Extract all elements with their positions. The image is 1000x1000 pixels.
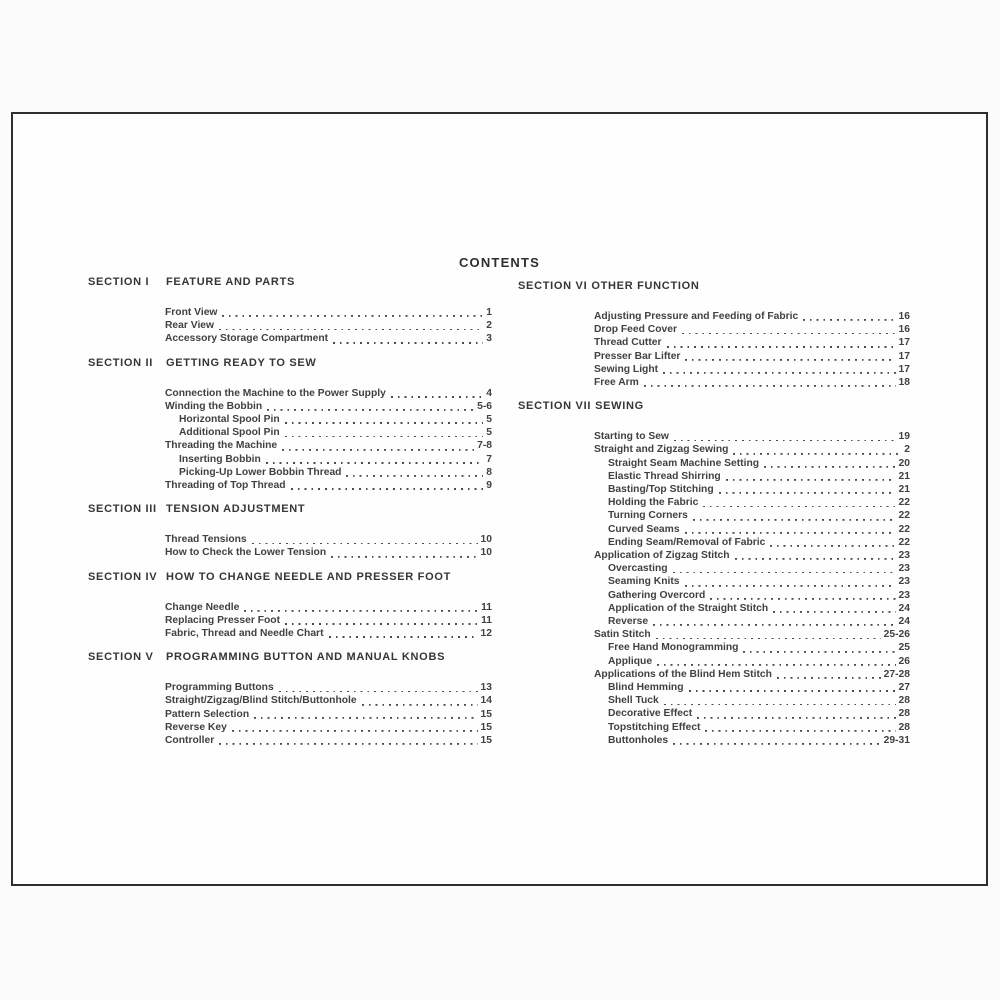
toc-entry (594, 707, 910, 720)
dot-leader (222, 315, 483, 317)
toc-entry (594, 470, 910, 483)
toc-entry-page: 3 (486, 333, 492, 345)
toc-entry (594, 575, 910, 588)
toc-entry-title: Threading the Machine (165, 440, 278, 452)
toc-entry-title: Threading of Top Thread (165, 480, 286, 492)
toc-item-list (165, 533, 492, 559)
toc-section (518, 280, 910, 389)
dot-leader (764, 466, 895, 468)
toc-entry (165, 627, 492, 640)
toc-item-list (165, 306, 492, 346)
toc-entry-title: Buttonholes (608, 734, 669, 746)
toc-entry-page: 15 (480, 735, 492, 747)
toc-entry (594, 336, 910, 349)
dot-leader (726, 479, 896, 481)
toc-entry (594, 734, 910, 747)
section-title: PROGRAMMING BUTTON AND MANUAL KNOBS (166, 651, 446, 664)
toc-section (88, 357, 492, 493)
dot-leader (254, 717, 477, 719)
toc-entry-page: 17 (898, 337, 910, 349)
toc-entry-page: 15 (480, 708, 492, 720)
toc-entry-title: Presser Bar Lifter (594, 350, 681, 362)
dot-leader (644, 385, 896, 387)
dot-leader (285, 422, 484, 424)
toc-entry-title: Rear View (165, 320, 215, 332)
dot-leader (685, 585, 896, 587)
toc-entry-title: Drop Feed Cover (594, 324, 677, 336)
toc-entry-page: 1 (486, 307, 492, 318)
section-label: SECTION VI (518, 280, 588, 292)
toc-column-left (88, 276, 492, 758)
toc-entry (594, 430, 910, 443)
toc-entry-title: Curved Seams (608, 523, 680, 535)
toc-entry-title: Front View (165, 307, 218, 318)
toc-entry-title: Ending Seam/Removal of Fabric (608, 536, 766, 548)
toc-entry-title: Holding the Fabric (608, 497, 699, 509)
section-label: SECTION VII (518, 400, 592, 413)
toc-entry-title: Topstitching Effect (608, 721, 701, 733)
dot-leader (703, 505, 895, 507)
section-header (88, 276, 492, 289)
dot-leader (653, 624, 895, 626)
section-label: SECTION III (88, 503, 157, 516)
section-header (88, 651, 492, 664)
toc-entry (594, 615, 910, 628)
toc-entry-title: Adjusting Pressure and Feeding of Fabric (594, 311, 799, 322)
toc-entry (594, 509, 910, 522)
toc-entry (594, 641, 910, 654)
toc-entry-page: 13 (480, 682, 492, 694)
toc-entry (165, 306, 492, 319)
dot-leader (689, 690, 896, 692)
toc-entry-page: 15 (480, 721, 492, 733)
toc-item-list (165, 601, 492, 641)
dot-leader (673, 571, 896, 573)
section-title: FEATURE AND PARTS (166, 276, 296, 288)
dot-leader (252, 542, 478, 544)
section-title: GETTING READY TO SEW (166, 356, 317, 369)
dot-leader (346, 475, 483, 477)
toc-entry-title: Reverse (608, 616, 649, 628)
toc-entry (594, 496, 910, 509)
dot-leader (266, 462, 483, 464)
toc-entry (165, 453, 492, 466)
toc-section (88, 651, 492, 747)
dot-leader (733, 453, 901, 455)
toc-entry-page: 23 (898, 589, 910, 601)
toc-item-list (165, 387, 492, 493)
toc-entry-title: Free Hand Monogramming (608, 642, 739, 654)
toc-entry (594, 549, 910, 562)
toc-entry (594, 523, 910, 536)
toc-entry (165, 708, 492, 721)
dot-leader (244, 610, 478, 612)
toc-entry (165, 439, 492, 452)
toc-entry (165, 721, 492, 734)
toc-entry-page: 24 (898, 616, 910, 628)
toc-entry-page: 8 (486, 466, 492, 478)
toc-section (518, 400, 910, 747)
dot-leader (735, 558, 896, 560)
toc-item-list (594, 430, 910, 747)
dot-leader (803, 319, 895, 321)
toc-entry (594, 483, 910, 496)
toc-entry-page: 28 (898, 695, 910, 707)
section-title: HOW TO CHANGE NEEDLE AND PRESSER FOOT (166, 570, 452, 583)
toc-entry-title: Reverse Key (165, 721, 227, 733)
section-header (88, 357, 492, 370)
manual-page (11, 112, 988, 886)
toc-entry-page: 2 (486, 320, 492, 332)
section-title: TENSION ADJUSTMENT (166, 503, 306, 516)
dot-leader (282, 449, 474, 451)
toc-entry-title: Straight and Zigzag Sewing (594, 444, 729, 456)
toc-entry-title: Free Arm (594, 377, 639, 389)
toc-entry (165, 681, 492, 694)
toc-entry-title: Programming Buttons (165, 682, 274, 694)
toc-entry-title: Inserting Bobbin (179, 453, 261, 465)
toc-entry (594, 694, 910, 707)
toc-entry-title: Starting to Sew (594, 431, 669, 443)
toc-entry-page: 24 (898, 602, 910, 614)
toc-entry-page: 17 (898, 350, 910, 362)
toc-entry-title: Controller (165, 735, 215, 747)
section-header (88, 503, 492, 516)
toc-entry-page: 23 (898, 576, 910, 588)
toc-entry (594, 721, 910, 734)
toc-entry (594, 363, 910, 376)
toc-entry-title: Overcasting (608, 563, 668, 575)
dot-leader (697, 717, 895, 719)
toc-entry (165, 614, 492, 627)
toc-entry (165, 533, 492, 546)
toc-entry-page: 28 (898, 708, 910, 720)
toc-entry (165, 734, 492, 747)
toc-entry (165, 319, 492, 332)
toc-entry-title: Winding the Bobbin (165, 400, 263, 412)
dot-leader (685, 532, 896, 534)
toc-entry-page: 7 (486, 453, 492, 465)
toc-entry-page: 5-6 (477, 400, 492, 412)
dot-leader (232, 730, 478, 732)
toc-entry-page: 21 (898, 470, 910, 482)
dot-leader (770, 545, 895, 547)
toc-entry-page: 4 (486, 387, 492, 399)
toc-entry-page: 9 (486, 480, 492, 492)
dot-leader (663, 372, 895, 374)
toc-entry-page: 25-26 (883, 629, 910, 641)
dot-leader (705, 730, 895, 732)
dot-leader (682, 332, 896, 334)
toc-entry-title: Gathering Overcord (608, 589, 706, 601)
dot-leader (285, 435, 484, 437)
toc-entry-title: Application of Zigzag Stitch (594, 550, 730, 562)
toc-entry-title: Applications of the Blind Hem Stitch (594, 668, 772, 680)
section-header (518, 280, 910, 293)
dot-leader (391, 396, 483, 398)
toc-entry (594, 681, 910, 694)
dot-leader (657, 664, 895, 666)
toc-item-list (165, 681, 492, 747)
toc-item-list (594, 310, 910, 389)
toc-entry (594, 350, 910, 363)
toc-entry-title: Shell Tuck (608, 695, 659, 707)
toc-entry-page: 2 (904, 444, 910, 456)
toc-entry (165, 694, 492, 707)
toc-entry (165, 387, 492, 400)
toc-entry-title: Fabric, Thread and Needle Chart (165, 628, 324, 640)
toc-entry-title: Applique (608, 655, 653, 667)
page-title: CONTENTS (458, 255, 541, 270)
toc-entry-page: 20 (898, 457, 910, 469)
toc-entry-page: 22 (898, 536, 910, 548)
toc-entry (594, 589, 910, 602)
toc-entry (165, 400, 492, 413)
dot-leader (667, 346, 896, 348)
toc-entry-page: 25 (898, 642, 910, 654)
dot-leader (291, 488, 484, 490)
toc-entry-page: 5 (486, 427, 492, 439)
toc-entry-title: Decorative Effect (608, 708, 693, 720)
toc-entry-title: How to Check the Lower Tension (165, 547, 327, 559)
toc-entry-page: 27 (898, 682, 910, 694)
toc-entry-page: 22 (898, 523, 910, 535)
toc-entry (594, 536, 910, 549)
toc-section (88, 571, 492, 641)
dot-leader (219, 328, 483, 330)
toc-entry-title: Satin Stitch (594, 629, 651, 641)
toc-entry-page: 5 (486, 414, 492, 426)
dot-leader (673, 743, 881, 745)
toc-entry-title: Blind Hemming (608, 682, 684, 694)
toc-entry-title: Sewing Light (594, 363, 659, 375)
toc-entry-page: 16 (898, 311, 910, 322)
dot-leader (693, 519, 896, 521)
toc-entry-page: 10 (480, 547, 492, 559)
toc-entry-title: Elastic Thread Shirring (608, 470, 721, 482)
dot-leader (362, 704, 478, 706)
toc-entry-title: Pattern Selection (165, 708, 250, 720)
toc-entry-page: 22 (898, 510, 910, 522)
toc-entry-page: 12 (480, 628, 492, 640)
section-title: SEWING (595, 400, 644, 413)
toc-entry-title: Additional Spool Pin (179, 427, 280, 439)
dot-leader (285, 623, 478, 625)
toc-entry-page: 17 (898, 363, 910, 375)
dot-leader (674, 439, 896, 441)
dot-leader (743, 651, 895, 653)
dot-leader (773, 611, 895, 613)
dot-leader (279, 690, 478, 692)
toc-entry-title: Straight Seam Machine Setting (608, 457, 760, 469)
toc-entry-page: 19 (898, 431, 910, 443)
toc-entry (594, 628, 910, 641)
dot-leader (664, 703, 896, 705)
section-label: SECTION IV (88, 570, 158, 583)
dot-leader (219, 743, 477, 745)
dot-leader (333, 342, 483, 344)
toc-section (88, 276, 492, 346)
dot-leader (777, 677, 881, 679)
toc-entry (594, 376, 910, 389)
toc-entry (165, 426, 492, 439)
toc-entry-title: Seaming Knits (608, 576, 680, 588)
dot-leader (719, 492, 896, 494)
toc-entry (594, 323, 910, 336)
toc-entry-page: 28 (898, 721, 910, 733)
toc-entry (594, 668, 910, 681)
dot-leader (329, 636, 478, 638)
toc-entry-title: Accessory Storage Compartment (165, 333, 329, 345)
dot-leader (685, 359, 895, 361)
dot-leader (656, 637, 881, 639)
toc-entry-page: 23 (898, 563, 910, 575)
toc-entry (165, 413, 492, 426)
toc-entry-page: 7-8 (477, 440, 492, 452)
toc-entry (594, 457, 910, 470)
toc-entry-title: Horizontal Spool Pin (179, 414, 280, 426)
dot-leader (267, 409, 474, 411)
toc-entry (165, 601, 492, 614)
toc-entry-title: Application of the Straight Stitch (608, 602, 769, 614)
toc-entry-page: 16 (898, 324, 910, 336)
toc-section (88, 503, 492, 559)
section-title: OTHER FUNCTION (591, 280, 700, 292)
toc-entry-title: Replacing Presser Foot (165, 614, 281, 626)
toc-entry (594, 310, 910, 323)
toc-entry-page: 10 (480, 534, 492, 546)
toc-entry (165, 466, 492, 479)
toc-entry-title: Connection the Machine to the Power Supply (165, 387, 386, 399)
section-label: SECTION II (88, 356, 154, 369)
toc-entry-title: Thread Tensions (165, 534, 247, 546)
dot-leader (331, 556, 477, 558)
toc-entry (594, 443, 910, 456)
section-label: SECTION I (88, 276, 150, 288)
toc-entry-page: 18 (898, 377, 910, 389)
toc-entry (594, 655, 910, 668)
toc-entry-page: 29-31 (883, 734, 910, 746)
toc-entry (165, 332, 492, 345)
section-header (88, 571, 492, 584)
toc-entry-title: Picking-Up Lower Bobbin Thread (179, 466, 342, 478)
toc-entry (594, 602, 910, 615)
toc-entry-title: Turning Corners (608, 510, 688, 522)
toc-entry-title: Thread Cutter (594, 337, 662, 349)
toc-entry-page: 14 (480, 695, 492, 707)
section-header (518, 400, 910, 413)
toc-entry-page: 11 (481, 601, 492, 613)
toc-entry (165, 479, 492, 492)
dot-leader (710, 598, 895, 600)
toc-entry-page: 21 (898, 484, 910, 496)
toc-entry (594, 562, 910, 575)
toc-entry-page: 11 (481, 614, 492, 626)
toc-column-right (518, 280, 910, 758)
toc-entry-page: 23 (898, 550, 910, 562)
toc-entry-page: 27-28 (883, 668, 910, 680)
toc-entry-page: 26 (898, 655, 910, 667)
toc-entry-page: 22 (898, 497, 910, 509)
toc-entry-title: Change Needle (165, 601, 240, 613)
section-label: SECTION V (88, 651, 154, 664)
toc-entry-title: Straight/Zigzag/Blind Stitch/Buttonhole (165, 695, 357, 707)
toc-entry (165, 546, 492, 559)
toc-entry-title: Basting/Top Stitching (608, 484, 714, 496)
